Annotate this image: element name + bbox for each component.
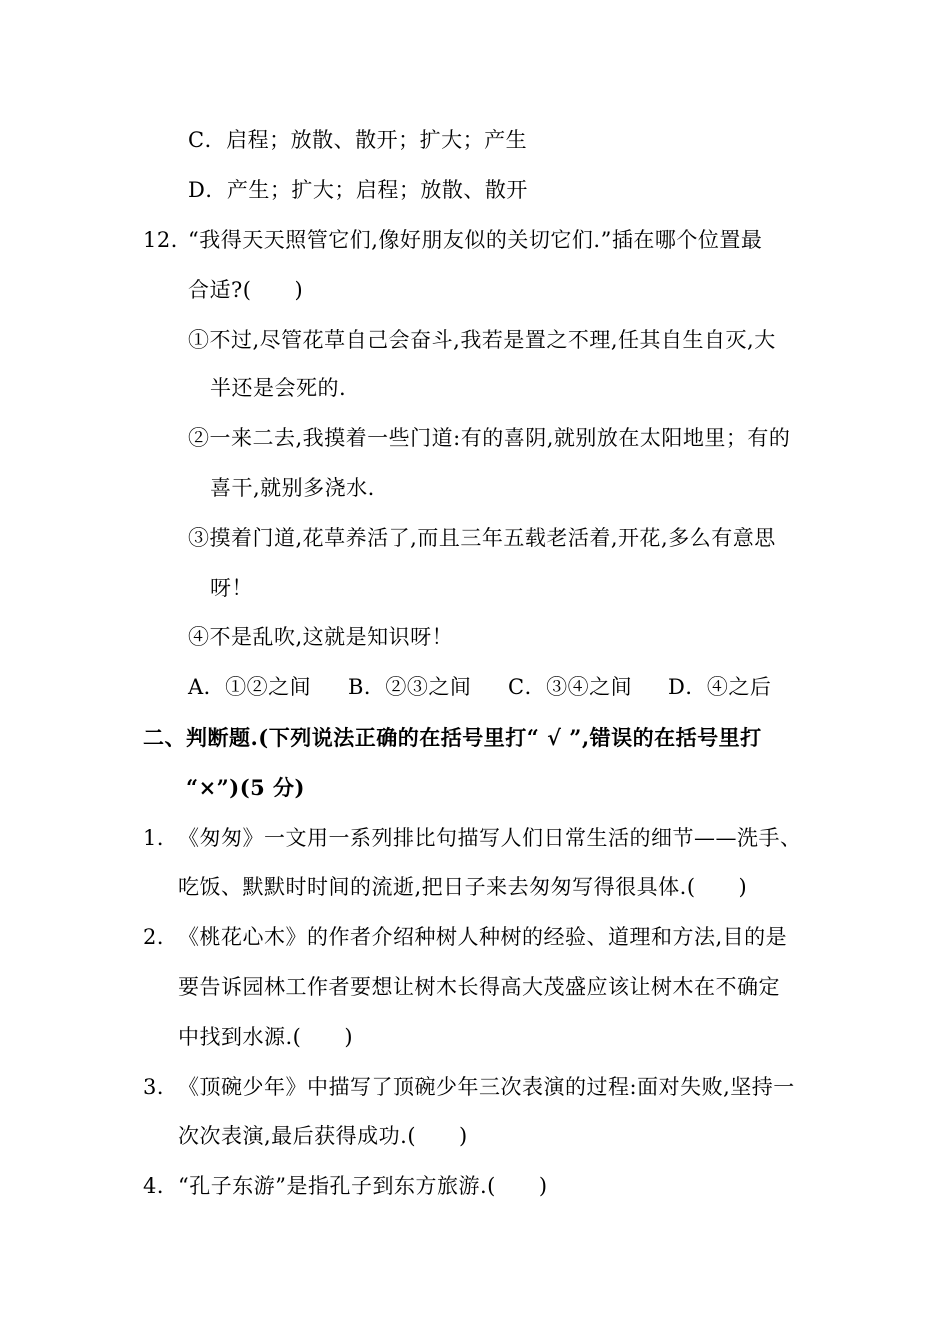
tf2-line1: 《桃花心木》的作者介绍种树人种树的经验、道理和方法,目的是 [178,925,788,949]
section2-heading-line1: 二、判断题.(下列说法正确的在括号里打“ √ ”,错误的在括号里打 [143,725,762,750]
tf1-line2: 吃饭、默默时时间的流逝,把日子来去匆匆写得很具体.( ) [178,875,748,899]
q12-sentence4: ④不是乱吹,这就是知识呀！ [188,625,454,649]
tf3-number: 3． [143,1075,179,1099]
q12-options [188,672,771,702]
q12-number: 12． [143,228,193,252]
q12-sentence3-line1: ③摸着门道,花草养活了,而且三年五载老活着,开花,多么有意思 [188,526,776,550]
q12-option-b: B．②③之间 [348,675,472,699]
tf1-number: 1． [143,826,179,850]
q12-stem-line2: 合适?( ) [188,278,304,302]
section2-heading-line2: “×”)(5 分) [186,775,305,800]
q12-option-d: D．④之后 [668,675,772,699]
tf2-line2: 要告诉园林工作者要想让树木长得高大茂盛应该让树木在不确定 [178,975,780,999]
tf4-number: 4． [143,1174,179,1198]
q12-stem-line1: “我得天天照管它们,像好朋友似的关切它们.”插在哪个位置最 [188,228,763,252]
q12-sentence2-line1: ②一来二去,我摸着一些门道:有的喜阴,就别放在太阳地里；有的 [188,426,791,450]
q12-sentence1-line1: ①不过,尽管花草自己会奋斗,我若是置之不理,任其自生自灭,大 [188,328,776,352]
q11-option-c: C．启程；放散、散开；扩大；产生 [188,128,528,152]
q12-sentence1-line2: 半还是会死的. [210,376,347,400]
tf3-line1: 《顶碗少年》中描写了顶碗少年三次表演的过程:面对失败,坚持一 [178,1075,795,1099]
tf1-line1: 《匆匆》一文用一系列排比句描写人们日常生活的细节——洗手、 [178,826,802,850]
tf2-number: 2． [143,925,179,949]
tf4-line1: “孔子东游”是指孔子到东方旅游.( ) [178,1174,548,1198]
q12-option-c: C．③④之间 [508,675,633,699]
tf3-line2: 次次表演,最后获得成功.( ) [178,1124,468,1148]
tf2-line3: 中找到水源.( ) [178,1025,354,1049]
q12-sentence2-line2: 喜干,就别多浇水. [210,476,375,500]
q12-sentence3-line2: 呀！ [210,576,253,600]
q12-option-a: A．①②之间 [188,675,312,699]
q11-option-d: D．产生；扩大；启程；放散、散开 [188,178,528,202]
